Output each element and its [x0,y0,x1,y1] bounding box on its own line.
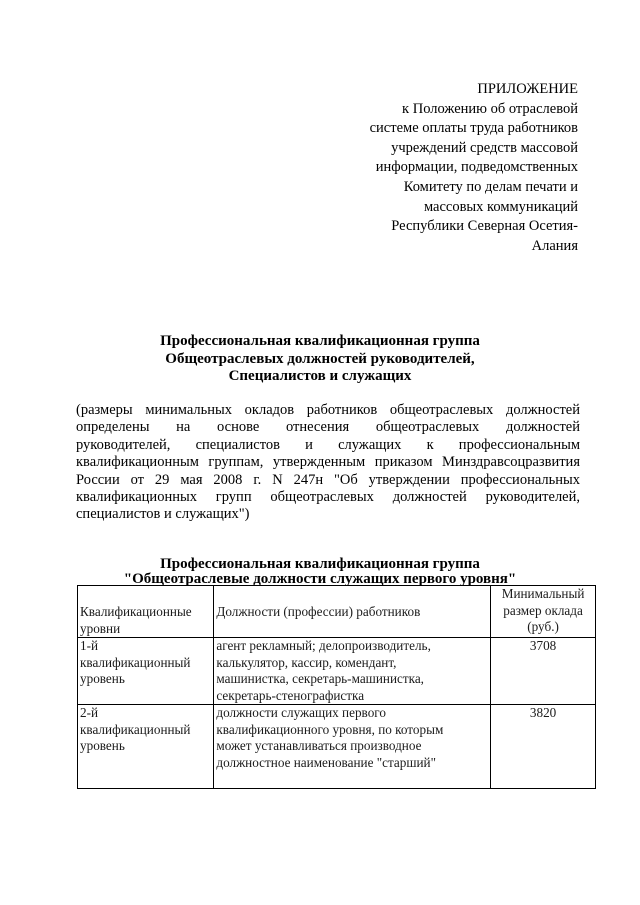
document-title-line: Специалистов и служащих [228,368,412,384]
table-row [78,638,596,705]
row-positions: должности служащих первого квалификационного уровня, по которым может устанавливаться производное должностное наименование "старший" [214,705,491,789]
appendix-line: системе оплаты труда работников [369,120,578,137]
row-salary: 3820 [491,705,596,789]
appendix-line: Республики Северная Осетия- [391,218,578,235]
description-line: определены на основе отнесения общеотраслевых должностей [76,419,580,436]
row-salary: 3708 [491,638,596,705]
table-title-line: Профессиональная квалификационная группа [160,556,480,572]
appendix-line: к Положению об отраслевой [402,100,578,117]
header-positions: Должности (профессии) работников [214,586,491,638]
appendix-line: информации, подведомственных [375,159,578,176]
description-paragraph [76,402,580,524]
table-title [0,557,640,586]
description-line: квалификационных групп общеотраслевых должностей руководителей, [76,489,580,506]
appendix-line: массовых коммуникаций [423,198,578,215]
document-title-line: Общеотраслевых должностей руководителей, [165,350,475,367]
appendix-line: Алания [531,237,578,254]
appendix-block [298,80,578,256]
row-positions: агент рекламный; делопроизводитель, калькулятор, кассир, комендант, машинистка, секретарь-машинистка, секретарь-стенографистка [214,638,491,705]
document-title-line: Профессиональная квалификационная группа [160,333,480,349]
description-line: специалистов и служащих") [76,506,250,523]
description-line: квалификационным группам, утвержденным приказом Минздравсоцразвития [76,454,580,471]
appendix-line: Комитету по делам печати и [403,178,578,195]
header-levels: Квалификационные уровни [78,586,214,638]
header-salary: Минимальный размер оклада (руб.) [491,586,596,638]
row-level: 1-й квалификационный уровень [78,638,214,705]
table-header-row [78,586,596,638]
description-line: (размеры минимальных окладов работников общеотраслевых должностей [76,402,580,418]
table-title-line: "Общеотраслевые должности служащих первого уровня" [123,570,517,587]
appendix-line: учреждений средств массовой [391,139,578,156]
row-level: 2-й квалификационный уровень [78,705,214,789]
description-line: России от 29 мая 2008 г. N 247н "Об утверждении профессиональных [76,471,580,488]
table-row [78,705,596,789]
document-title [0,333,640,386]
description-line: руководителей, специалистов и служащих к профессиональным [76,436,580,453]
appendix-heading: ПРИЛОЖЕНИЕ [477,81,578,97]
qualification-table [77,585,596,789]
